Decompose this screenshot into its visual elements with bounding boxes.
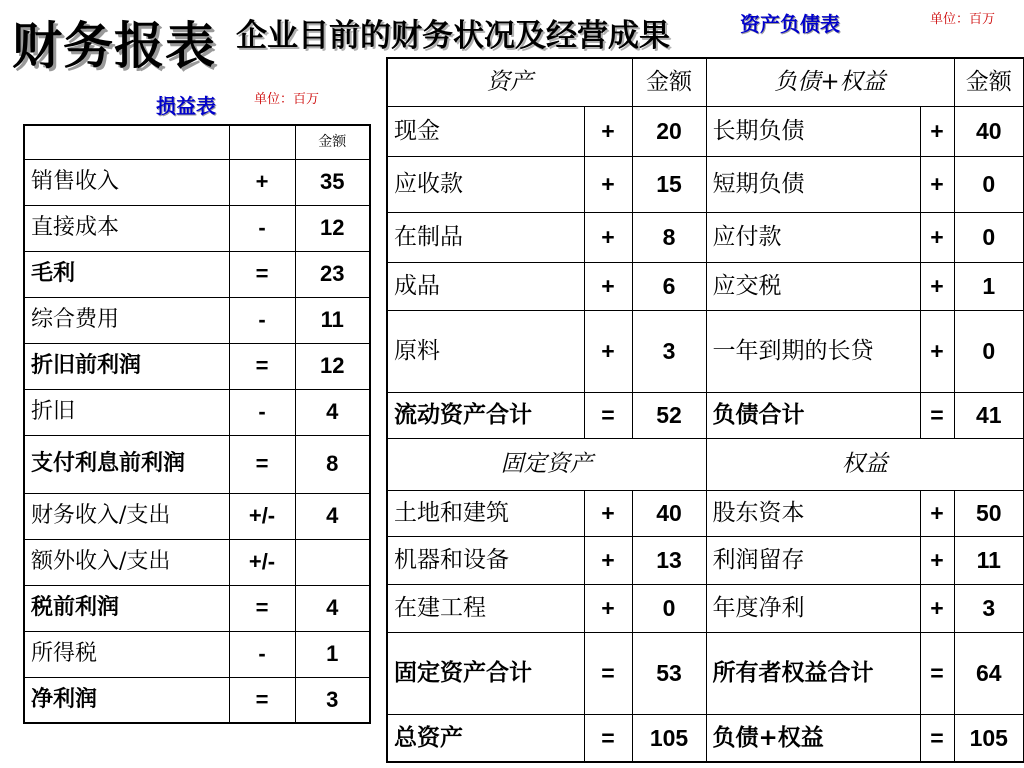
row-value bbox=[295, 539, 370, 585]
liability-label: 利润留存 bbox=[706, 536, 920, 584]
table-row bbox=[387, 156, 1024, 212]
asset-value: 6 bbox=[632, 262, 706, 310]
row-label: 支付利息前利润 bbox=[24, 435, 229, 493]
header-blank bbox=[24, 125, 229, 159]
table-row bbox=[387, 536, 1024, 584]
row-label: 综合费用 bbox=[24, 297, 229, 343]
liability-operator: + bbox=[920, 212, 954, 262]
row-operator: = bbox=[229, 343, 295, 389]
subtitle: 企业目前的财务状况及经营成果 bbox=[236, 18, 670, 54]
asset-operator: + bbox=[584, 490, 632, 536]
liability-label: 一年到期的长贷 bbox=[706, 310, 920, 392]
liability-value: 40 bbox=[954, 106, 1024, 156]
asset-value: 53 bbox=[632, 632, 706, 714]
asset-label: 土地和建筑 bbox=[387, 490, 584, 536]
row-label: 销售收入 bbox=[24, 159, 229, 205]
row-operator: +/- bbox=[229, 539, 295, 585]
row-operator: = bbox=[229, 585, 295, 631]
amount-header: 金额 bbox=[632, 58, 706, 106]
liability-value: 50 bbox=[954, 490, 1024, 536]
asset-value: 20 bbox=[632, 106, 706, 156]
liability-operator: + bbox=[920, 490, 954, 536]
asset-label: 原料 bbox=[387, 310, 584, 392]
equity-header: 权益 bbox=[706, 438, 1024, 490]
table-row bbox=[24, 539, 370, 585]
table-row bbox=[387, 392, 1024, 438]
asset-value: 13 bbox=[632, 536, 706, 584]
table-row bbox=[24, 493, 370, 539]
section-header-row bbox=[387, 438, 1024, 490]
liability-label: 所有者权益合计 bbox=[706, 632, 920, 714]
amount-header: 金额 bbox=[295, 125, 370, 159]
row-operator: - bbox=[229, 631, 295, 677]
liability-label: 负债合计 bbox=[706, 392, 920, 438]
liability-operator: + bbox=[920, 310, 954, 392]
table-row bbox=[387, 310, 1024, 392]
header-blank bbox=[229, 125, 295, 159]
row-operator: - bbox=[229, 297, 295, 343]
table-row bbox=[24, 677, 370, 723]
asset-value: 105 bbox=[632, 714, 706, 762]
liab-equity-header: 负债+权益 bbox=[706, 58, 954, 106]
liability-value: 0 bbox=[954, 156, 1024, 212]
table-row bbox=[24, 435, 370, 493]
asset-value: 0 bbox=[632, 584, 706, 632]
row-value: 12 bbox=[295, 205, 370, 251]
row-value: 1 bbox=[295, 631, 370, 677]
row-label: 折旧 bbox=[24, 389, 229, 435]
asset-label: 现金 bbox=[387, 106, 584, 156]
table-header-row bbox=[387, 58, 1024, 106]
row-value: 8 bbox=[295, 435, 370, 493]
income-statement-title: 损益表 bbox=[156, 94, 216, 118]
row-operator: - bbox=[229, 205, 295, 251]
table-row bbox=[24, 205, 370, 251]
row-label: 毛利 bbox=[24, 251, 229, 297]
row-operator: = bbox=[229, 435, 295, 493]
asset-operator: + bbox=[584, 536, 632, 584]
row-value: 4 bbox=[295, 585, 370, 631]
asset-value: 15 bbox=[632, 156, 706, 212]
liability-label: 股东资本 bbox=[706, 490, 920, 536]
balance-sheet-unit: 单位：百万 bbox=[930, 12, 996, 27]
row-value: 35 bbox=[295, 159, 370, 205]
liability-operator: = bbox=[920, 392, 954, 438]
liability-label: 应交税 bbox=[706, 262, 920, 310]
asset-label: 在建工程 bbox=[387, 584, 584, 632]
asset-label: 总资产 bbox=[387, 714, 584, 762]
row-label: 财务收入/支出 bbox=[24, 493, 229, 539]
balance-sheet-table bbox=[386, 57, 1024, 763]
liability-label: 长期负债 bbox=[706, 106, 920, 156]
row-value: 4 bbox=[295, 493, 370, 539]
income-statement-unit: 单位：百万 bbox=[254, 92, 320, 107]
liability-value: 41 bbox=[954, 392, 1024, 438]
row-value: 23 bbox=[295, 251, 370, 297]
row-label: 净利润 bbox=[24, 677, 229, 723]
table-row bbox=[387, 632, 1024, 714]
liability-value: 0 bbox=[954, 212, 1024, 262]
table-header-row bbox=[24, 125, 370, 159]
liability-value: 3 bbox=[954, 584, 1024, 632]
row-operator: = bbox=[229, 677, 295, 723]
liability-label: 应付款 bbox=[706, 212, 920, 262]
asset-operator: = bbox=[584, 632, 632, 714]
asset-operator: + bbox=[584, 106, 632, 156]
liability-value: 1 bbox=[954, 262, 1024, 310]
row-operator: + bbox=[229, 159, 295, 205]
asset-operator: + bbox=[584, 584, 632, 632]
asset-operator: + bbox=[584, 156, 632, 212]
row-label: 额外收入/支出 bbox=[24, 539, 229, 585]
row-label: 直接成本 bbox=[24, 205, 229, 251]
row-value: 3 bbox=[295, 677, 370, 723]
asset-value: 3 bbox=[632, 310, 706, 392]
asset-operator: = bbox=[584, 392, 632, 438]
liability-value: 0 bbox=[954, 310, 1024, 392]
table-row bbox=[387, 714, 1024, 762]
row-value: 4 bbox=[295, 389, 370, 435]
row-operator: +/- bbox=[229, 493, 295, 539]
asset-value: 52 bbox=[632, 392, 706, 438]
row-label: 税前利润 bbox=[24, 585, 229, 631]
row-operator: - bbox=[229, 389, 295, 435]
asset-label: 成品 bbox=[387, 262, 584, 310]
assets-header: 资产 bbox=[387, 58, 632, 106]
asset-label: 流动资产合计 bbox=[387, 392, 584, 438]
liability-value: 64 bbox=[954, 632, 1024, 714]
table-row bbox=[24, 343, 370, 389]
table-row bbox=[24, 631, 370, 677]
liability-label: 负债+权益 bbox=[706, 714, 920, 762]
table-row bbox=[387, 262, 1024, 310]
table-row bbox=[24, 585, 370, 631]
asset-operator: + bbox=[584, 310, 632, 392]
row-value: 12 bbox=[295, 343, 370, 389]
liability-operator: = bbox=[920, 632, 954, 714]
liability-operator: + bbox=[920, 262, 954, 310]
table-row bbox=[387, 490, 1024, 536]
liability-label: 短期负债 bbox=[706, 156, 920, 212]
asset-operator: + bbox=[584, 262, 632, 310]
liability-value: 105 bbox=[954, 714, 1024, 762]
asset-label: 在制品 bbox=[387, 212, 584, 262]
table-row bbox=[387, 212, 1024, 262]
income-statement-table bbox=[23, 124, 371, 724]
liability-value: 11 bbox=[954, 536, 1024, 584]
liability-operator: = bbox=[920, 714, 954, 762]
table-row bbox=[24, 297, 370, 343]
table-row bbox=[24, 389, 370, 435]
liability-label: 年度净利 bbox=[706, 584, 920, 632]
asset-value: 40 bbox=[632, 490, 706, 536]
table-row bbox=[387, 584, 1024, 632]
row-operator: = bbox=[229, 251, 295, 297]
liability-operator: + bbox=[920, 536, 954, 584]
asset-label: 应收款 bbox=[387, 156, 584, 212]
asset-label: 固定资产合计 bbox=[387, 632, 584, 714]
table-row bbox=[24, 159, 370, 205]
row-label: 折旧前利润 bbox=[24, 343, 229, 389]
fixed-assets-header: 固定资产 bbox=[387, 438, 706, 490]
main-title: 财务报表 bbox=[12, 17, 216, 75]
balance-sheet-title: 资产负债表 bbox=[740, 12, 840, 36]
asset-label: 机器和设备 bbox=[387, 536, 584, 584]
asset-operator: + bbox=[584, 212, 632, 262]
row-label: 所得税 bbox=[24, 631, 229, 677]
liability-operator: + bbox=[920, 106, 954, 156]
table-row bbox=[24, 251, 370, 297]
amount-header: 金额 bbox=[954, 58, 1024, 106]
asset-value: 8 bbox=[632, 212, 706, 262]
row-value: 11 bbox=[295, 297, 370, 343]
table-row bbox=[387, 106, 1024, 156]
liability-operator: + bbox=[920, 584, 954, 632]
liability-operator: + bbox=[920, 156, 954, 212]
asset-operator: = bbox=[584, 714, 632, 762]
